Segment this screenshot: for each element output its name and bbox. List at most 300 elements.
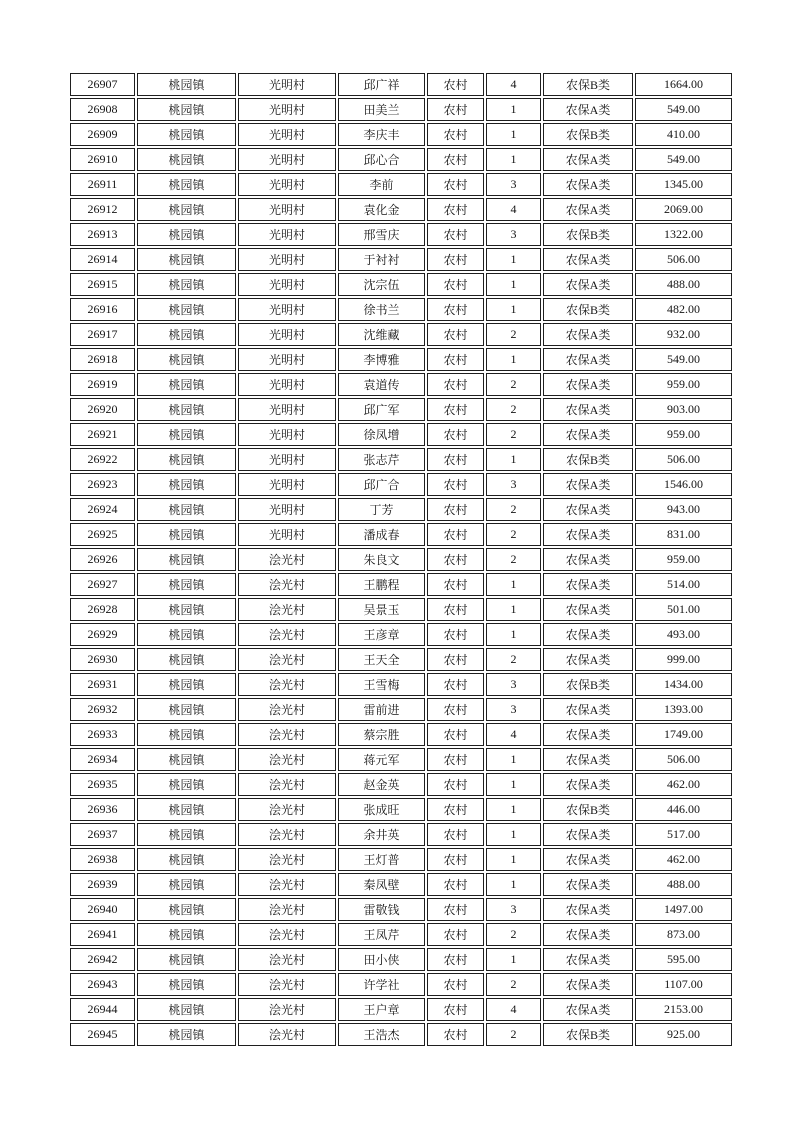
cell-town: 桃园镇 — [137, 173, 236, 196]
cell-town: 桃园镇 — [137, 298, 236, 321]
cell-person_count: 2 — [486, 1023, 541, 1046]
cell-insurance_category: 农保A类 — [543, 98, 633, 121]
cell-village: 光明村 — [238, 73, 336, 96]
cell-person_count: 1 — [486, 148, 541, 171]
cell-village: 浍光村 — [238, 1023, 336, 1046]
cell-amount: 493.00 — [635, 623, 732, 646]
cell-person_count: 4 — [486, 198, 541, 221]
cell-serial_no: 26914 — [70, 248, 135, 271]
table-row — [70, 198, 732, 221]
cell-name: 邱广合 — [338, 473, 425, 496]
cell-insurance_category: 农保A类 — [543, 248, 633, 271]
cell-village: 光明村 — [238, 473, 336, 496]
cell-village: 浍光村 — [238, 573, 336, 596]
cell-name: 秦凤壁 — [338, 873, 425, 896]
cell-name: 张志芹 — [338, 448, 425, 471]
cell-amount: 1749.00 — [635, 723, 732, 746]
cell-village: 浍光村 — [238, 848, 336, 871]
cell-serial_no: 26944 — [70, 998, 135, 1021]
cell-town: 桃园镇 — [137, 548, 236, 571]
cell-person_count: 1 — [486, 948, 541, 971]
cell-serial_no: 26910 — [70, 148, 135, 171]
cell-name: 徐书兰 — [338, 298, 425, 321]
cell-residence_type: 农村 — [427, 98, 484, 121]
cell-person_count: 3 — [486, 673, 541, 696]
cell-serial_no: 26943 — [70, 973, 135, 996]
cell-insurance_category: 农保A类 — [543, 648, 633, 671]
cell-amount: 959.00 — [635, 423, 732, 446]
cell-name: 袁化金 — [338, 198, 425, 221]
table-row — [70, 948, 732, 971]
cell-amount: 501.00 — [635, 598, 732, 621]
cell-insurance_category: 农保B类 — [543, 673, 633, 696]
cell-name: 田美兰 — [338, 98, 425, 121]
table-row — [70, 548, 732, 571]
cell-amount: 446.00 — [635, 798, 732, 821]
cell-amount: 549.00 — [635, 348, 732, 371]
cell-amount: 831.00 — [635, 523, 732, 546]
cell-serial_no: 26923 — [70, 473, 135, 496]
cell-village: 浍光村 — [238, 748, 336, 771]
cell-amount: 1546.00 — [635, 473, 732, 496]
cell-person_count: 3 — [486, 473, 541, 496]
cell-insurance_category: 农保A类 — [543, 423, 633, 446]
cell-insurance_category: 农保A类 — [543, 848, 633, 871]
cell-insurance_category: 农保B类 — [543, 298, 633, 321]
cell-name: 李博雅 — [338, 348, 425, 371]
cell-town: 桃园镇 — [137, 98, 236, 121]
cell-village: 光明村 — [238, 98, 336, 121]
cell-village: 浍光村 — [238, 948, 336, 971]
cell-town: 桃园镇 — [137, 323, 236, 346]
cell-serial_no: 26936 — [70, 798, 135, 821]
cell-amount: 506.00 — [635, 448, 732, 471]
cell-person_count: 1 — [486, 748, 541, 771]
pension-roster-table — [68, 71, 734, 1048]
cell-town: 桃园镇 — [137, 223, 236, 246]
cell-town: 桃园镇 — [137, 898, 236, 921]
cell-amount: 943.00 — [635, 498, 732, 521]
cell-insurance_category: 农保A类 — [543, 873, 633, 896]
cell-serial_no: 26920 — [70, 398, 135, 421]
cell-residence_type: 农村 — [427, 373, 484, 396]
cell-residence_type: 农村 — [427, 548, 484, 571]
cell-amount: 488.00 — [635, 873, 732, 896]
table-row — [70, 223, 732, 246]
table-row — [70, 1023, 732, 1046]
cell-residence_type: 农村 — [427, 573, 484, 596]
cell-town: 桃园镇 — [137, 123, 236, 146]
cell-amount: 1393.00 — [635, 698, 732, 721]
cell-amount: 2069.00 — [635, 198, 732, 221]
cell-serial_no: 26940 — [70, 898, 135, 921]
cell-amount: 1434.00 — [635, 673, 732, 696]
cell-residence_type: 农村 — [427, 973, 484, 996]
cell-serial_no: 26941 — [70, 923, 135, 946]
cell-village: 浍光村 — [238, 898, 336, 921]
cell-serial_no: 26935 — [70, 773, 135, 796]
cell-serial_no: 26928 — [70, 598, 135, 621]
cell-name: 李庆丰 — [338, 123, 425, 146]
cell-insurance_category: 农保A类 — [543, 948, 633, 971]
cell-village: 光明村 — [238, 223, 336, 246]
cell-village: 光明村 — [238, 448, 336, 471]
cell-village: 浍光村 — [238, 873, 336, 896]
cell-residence_type: 农村 — [427, 873, 484, 896]
cell-residence_type: 农村 — [427, 723, 484, 746]
cell-residence_type: 农村 — [427, 223, 484, 246]
cell-amount: 1345.00 — [635, 173, 732, 196]
cell-amount: 1497.00 — [635, 898, 732, 921]
cell-amount: 1107.00 — [635, 973, 732, 996]
cell-town: 桃园镇 — [137, 873, 236, 896]
cell-serial_no: 26932 — [70, 698, 135, 721]
cell-insurance_category: 农保A类 — [543, 273, 633, 296]
cell-residence_type: 农村 — [427, 698, 484, 721]
cell-residence_type: 农村 — [427, 423, 484, 446]
cell-insurance_category: 农保A类 — [543, 973, 633, 996]
cell-town: 桃园镇 — [137, 698, 236, 721]
cell-village: 浍光村 — [238, 923, 336, 946]
cell-name: 田小侠 — [338, 948, 425, 971]
cell-insurance_category: 农保A类 — [543, 998, 633, 1021]
cell-person_count: 2 — [486, 548, 541, 571]
cell-name: 赵金英 — [338, 773, 425, 796]
table-row — [70, 848, 732, 871]
cell-residence_type: 农村 — [427, 923, 484, 946]
cell-residence_type: 农村 — [427, 448, 484, 471]
cell-amount: 488.00 — [635, 273, 732, 296]
cell-person_count: 1 — [486, 598, 541, 621]
table-row — [70, 573, 732, 596]
cell-insurance_category: 农保A类 — [543, 173, 633, 196]
cell-person_count: 2 — [486, 423, 541, 446]
cell-village: 光明村 — [238, 148, 336, 171]
cell-person_count: 1 — [486, 273, 541, 296]
cell-village: 浍光村 — [238, 598, 336, 621]
cell-residence_type: 农村 — [427, 648, 484, 671]
cell-insurance_category: 农保A类 — [543, 723, 633, 746]
table-row — [70, 498, 732, 521]
table-row — [70, 523, 732, 546]
cell-town: 桃园镇 — [137, 473, 236, 496]
cell-name: 王凤芹 — [338, 923, 425, 946]
table-row — [70, 123, 732, 146]
cell-village: 光明村 — [238, 273, 336, 296]
cell-name: 潘成春 — [338, 523, 425, 546]
cell-town: 桃园镇 — [137, 798, 236, 821]
cell-residence_type: 农村 — [427, 898, 484, 921]
cell-name: 沈维藏 — [338, 323, 425, 346]
cell-person_count: 4 — [486, 723, 541, 746]
cell-insurance_category: 农保A类 — [543, 148, 633, 171]
cell-village: 浍光村 — [238, 648, 336, 671]
cell-town: 桃园镇 — [137, 673, 236, 696]
cell-amount: 506.00 — [635, 248, 732, 271]
table-row — [70, 148, 732, 171]
cell-insurance_category: 农保B类 — [543, 73, 633, 96]
cell-name: 丁芳 — [338, 498, 425, 521]
table-row — [70, 423, 732, 446]
cell-serial_no: 26908 — [70, 98, 135, 121]
cell-residence_type: 农村 — [427, 248, 484, 271]
cell-residence_type: 农村 — [427, 198, 484, 221]
cell-residence_type: 农村 — [427, 323, 484, 346]
cell-town: 桃园镇 — [137, 573, 236, 596]
cell-town: 桃园镇 — [137, 73, 236, 96]
cell-person_count: 1 — [486, 823, 541, 846]
cell-village: 光明村 — [238, 198, 336, 221]
cell-person_count: 1 — [486, 98, 541, 121]
cell-town: 桃园镇 — [137, 623, 236, 646]
cell-insurance_category: 农保A类 — [543, 898, 633, 921]
cell-town: 桃园镇 — [137, 373, 236, 396]
cell-insurance_category: 农保A类 — [543, 573, 633, 596]
cell-serial_no: 26934 — [70, 748, 135, 771]
cell-person_count: 4 — [486, 998, 541, 1021]
cell-person_count: 1 — [486, 773, 541, 796]
cell-insurance_category: 农保A类 — [543, 498, 633, 521]
cell-town: 桃园镇 — [137, 773, 236, 796]
cell-name: 王雪梅 — [338, 673, 425, 696]
cell-residence_type: 农村 — [427, 348, 484, 371]
cell-person_count: 3 — [486, 223, 541, 246]
cell-serial_no: 26927 — [70, 573, 135, 596]
table-body — [70, 73, 732, 1046]
cell-serial_no: 26921 — [70, 423, 135, 446]
cell-name: 邱广祥 — [338, 73, 425, 96]
cell-insurance_category: 农保A类 — [543, 698, 633, 721]
cell-town: 桃园镇 — [137, 148, 236, 171]
table-row — [70, 173, 732, 196]
table-row — [70, 598, 732, 621]
cell-name: 王浩杰 — [338, 1023, 425, 1046]
cell-person_count: 1 — [486, 348, 541, 371]
cell-residence_type: 农村 — [427, 123, 484, 146]
cell-serial_no: 26939 — [70, 873, 135, 896]
cell-serial_no: 26909 — [70, 123, 135, 146]
table-row — [70, 748, 732, 771]
cell-residence_type: 农村 — [427, 623, 484, 646]
cell-village: 光明村 — [238, 323, 336, 346]
cell-insurance_category: 农保B类 — [543, 798, 633, 821]
cell-name: 沈宗伍 — [338, 273, 425, 296]
cell-serial_no: 26937 — [70, 823, 135, 846]
cell-residence_type: 农村 — [427, 398, 484, 421]
cell-person_count: 3 — [486, 698, 541, 721]
cell-town: 桃园镇 — [137, 273, 236, 296]
cell-insurance_category: 农保A类 — [543, 398, 633, 421]
cell-village: 光明村 — [238, 423, 336, 446]
cell-serial_no: 26926 — [70, 548, 135, 571]
cell-insurance_category: 农保A类 — [543, 373, 633, 396]
cell-residence_type: 农村 — [427, 173, 484, 196]
cell-insurance_category: 农保A类 — [543, 598, 633, 621]
cell-amount: 959.00 — [635, 373, 732, 396]
cell-person_count: 3 — [486, 173, 541, 196]
cell-person_count: 2 — [486, 923, 541, 946]
cell-amount: 410.00 — [635, 123, 732, 146]
table-row — [70, 873, 732, 896]
table-row — [70, 98, 732, 121]
cell-serial_no: 26938 — [70, 848, 135, 871]
cell-serial_no: 26925 — [70, 523, 135, 546]
cell-town: 桃园镇 — [137, 448, 236, 471]
cell-person_count: 1 — [486, 798, 541, 821]
cell-town: 桃园镇 — [137, 248, 236, 271]
cell-person_count: 1 — [486, 123, 541, 146]
table-row — [70, 648, 732, 671]
table-row — [70, 823, 732, 846]
cell-insurance_category: 农保A类 — [543, 923, 633, 946]
table-row — [70, 698, 732, 721]
cell-serial_no: 26912 — [70, 198, 135, 221]
table-row — [70, 298, 732, 321]
table-row — [70, 373, 732, 396]
cell-person_count: 2 — [486, 973, 541, 996]
cell-residence_type: 农村 — [427, 598, 484, 621]
cell-village: 光明村 — [238, 248, 336, 271]
table-row — [70, 448, 732, 471]
cell-amount: 999.00 — [635, 648, 732, 671]
cell-village: 浍光村 — [238, 673, 336, 696]
cell-town: 桃园镇 — [137, 398, 236, 421]
cell-town: 桃园镇 — [137, 948, 236, 971]
cell-insurance_category: 农保A类 — [543, 823, 633, 846]
cell-village: 光明村 — [238, 173, 336, 196]
cell-serial_no: 26933 — [70, 723, 135, 746]
cell-person_count: 2 — [486, 498, 541, 521]
cell-serial_no: 26945 — [70, 1023, 135, 1046]
cell-name: 邱广军 — [338, 398, 425, 421]
cell-person_count: 1 — [486, 573, 541, 596]
cell-insurance_category: 农保B类 — [543, 223, 633, 246]
cell-residence_type: 农村 — [427, 773, 484, 796]
cell-town: 桃园镇 — [137, 723, 236, 746]
cell-village: 浍光村 — [238, 773, 336, 796]
cell-person_count: 1 — [486, 448, 541, 471]
cell-person_count: 1 — [486, 873, 541, 896]
cell-insurance_category: 农保A类 — [543, 773, 633, 796]
table-row — [70, 473, 732, 496]
cell-name: 朱良文 — [338, 548, 425, 571]
cell-serial_no: 26907 — [70, 73, 135, 96]
cell-insurance_category: 农保A类 — [543, 348, 633, 371]
cell-name: 王彦章 — [338, 623, 425, 646]
cell-amount: 595.00 — [635, 948, 732, 971]
cell-serial_no: 26924 — [70, 498, 135, 521]
cell-residence_type: 农村 — [427, 298, 484, 321]
cell-serial_no: 26911 — [70, 173, 135, 196]
cell-serial_no: 26916 — [70, 298, 135, 321]
cell-person_count: 2 — [486, 523, 541, 546]
cell-name: 邢雪庆 — [338, 223, 425, 246]
table-row — [70, 673, 732, 696]
cell-residence_type: 农村 — [427, 848, 484, 871]
cell-residence_type: 农村 — [427, 748, 484, 771]
cell-town: 桃园镇 — [137, 823, 236, 846]
cell-village: 浍光村 — [238, 798, 336, 821]
cell-name: 王灯普 — [338, 848, 425, 871]
table-row — [70, 798, 732, 821]
cell-amount: 903.00 — [635, 398, 732, 421]
cell-serial_no: 26918 — [70, 348, 135, 371]
cell-serial_no: 26922 — [70, 448, 135, 471]
cell-village: 浍光村 — [238, 723, 336, 746]
cell-insurance_category: 农保B类 — [543, 1023, 633, 1046]
cell-serial_no: 26919 — [70, 373, 135, 396]
cell-serial_no: 26930 — [70, 648, 135, 671]
cell-amount: 462.00 — [635, 848, 732, 871]
cell-person_count: 3 — [486, 898, 541, 921]
cell-town: 桃园镇 — [137, 498, 236, 521]
cell-insurance_category: 农保A类 — [543, 323, 633, 346]
cell-name: 蒋元军 — [338, 748, 425, 771]
cell-serial_no: 26931 — [70, 673, 135, 696]
cell-person_count: 1 — [486, 848, 541, 871]
cell-amount: 549.00 — [635, 148, 732, 171]
cell-insurance_category: 农保B类 — [543, 448, 633, 471]
table-row — [70, 773, 732, 796]
table-row — [70, 348, 732, 371]
cell-residence_type: 农村 — [427, 798, 484, 821]
cell-amount: 517.00 — [635, 823, 732, 846]
cell-insurance_category: 农保A类 — [543, 748, 633, 771]
cell-town: 桃园镇 — [137, 748, 236, 771]
cell-insurance_category: 农保A类 — [543, 198, 633, 221]
cell-residence_type: 农村 — [427, 273, 484, 296]
cell-residence_type: 农村 — [427, 673, 484, 696]
cell-insurance_category: 农保A类 — [543, 623, 633, 646]
table-row — [70, 898, 732, 921]
cell-residence_type: 农村 — [427, 998, 484, 1021]
cell-amount: 482.00 — [635, 298, 732, 321]
cell-name: 张成旺 — [338, 798, 425, 821]
cell-person_count: 1 — [486, 623, 541, 646]
table-row — [70, 73, 732, 96]
cell-person_count: 2 — [486, 398, 541, 421]
cell-village: 浍光村 — [238, 623, 336, 646]
cell-town: 桃园镇 — [137, 923, 236, 946]
cell-residence_type: 农村 — [427, 823, 484, 846]
cell-village: 光明村 — [238, 398, 336, 421]
table-row — [70, 248, 732, 271]
cell-amount: 514.00 — [635, 573, 732, 596]
cell-name: 王鹏程 — [338, 573, 425, 596]
cell-village: 浍光村 — [238, 698, 336, 721]
cell-person_count: 2 — [486, 323, 541, 346]
cell-village: 浍光村 — [238, 823, 336, 846]
cell-name: 李前 — [338, 173, 425, 196]
cell-amount: 932.00 — [635, 323, 732, 346]
cell-name: 许学社 — [338, 973, 425, 996]
table-row — [70, 923, 732, 946]
cell-name: 徐凤增 — [338, 423, 425, 446]
table-row — [70, 623, 732, 646]
cell-name: 邱心合 — [338, 148, 425, 171]
cell-residence_type: 农村 — [427, 948, 484, 971]
table-row — [70, 398, 732, 421]
cell-amount: 549.00 — [635, 98, 732, 121]
table-row — [70, 323, 732, 346]
cell-amount: 959.00 — [635, 548, 732, 571]
cell-name: 吴景玉 — [338, 598, 425, 621]
cell-residence_type: 农村 — [427, 523, 484, 546]
cell-serial_no: 26915 — [70, 273, 135, 296]
cell-town: 桃园镇 — [137, 423, 236, 446]
cell-residence_type: 农村 — [427, 73, 484, 96]
cell-village: 浍光村 — [238, 548, 336, 571]
